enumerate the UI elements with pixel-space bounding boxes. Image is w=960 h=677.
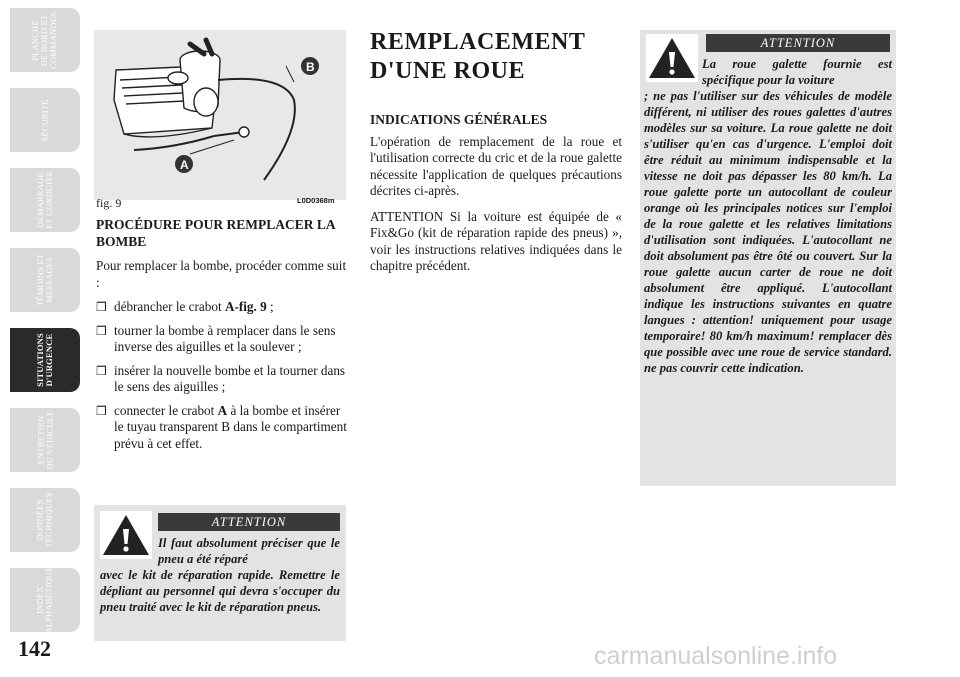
paragraph-fixgo: ATTENTION Si la voiture est équipée de « Fix&Go (kit de réparation rapide des pneus) », voir les instructions relatives indiquées dans le chapitre précédent.	[370, 209, 622, 274]
figure-compressor	[94, 30, 346, 200]
list-item: ❒ connecter le crabot A à la bombe et insérer le tuyau transparent B dans le compartiment prévu à cet effet.	[96, 402, 347, 451]
tab-temoins[interactable]: TÉMOINS ET MESSAGES	[10, 248, 80, 312]
checkbox-bullet-icon: ❒	[96, 403, 107, 418]
checkbox-bullet-icon: ❒	[96, 300, 107, 314]
procedure-intro: Pour remplacer la bombe, procéder comme suit :	[96, 258, 347, 290]
tab-situations-urgence[interactable]: SITUATIONS D'URGENCE	[10, 328, 80, 392]
tab-donnees[interactable]: DONNÉES TECHNIQUES	[10, 488, 80, 552]
list-item: ❒ tourner la bombe à remplacer dans le sens inverse des aiguilles et la soulever ;	[96, 322, 336, 354]
warning-header: ATTENTION	[706, 34, 890, 52]
section-subtitle: INDICATIONS GÉNÉRALES	[370, 112, 548, 127]
tab-index[interactable]: INDEX ALPHABÉTIQUE	[10, 568, 80, 632]
checkbox-bullet-icon: ❒	[96, 323, 107, 338]
procedure-heading: PROCÉDURE POUR REMPLACER LA BOMBE	[96, 217, 335, 249]
page-number: 142	[18, 636, 51, 661]
main-column	[370, 28, 622, 284]
figure-label-a: A	[180, 158, 189, 172]
warning-text: Il faut absolument préciser que le pneu a été réparé avec le kit de réparation rapide. Remettre le dépliant au personnel qui devra s'occuper du pneu traité avec le kit de réparation pneus.	[100, 536, 340, 614]
chapter-tabs	[0, 0, 82, 640]
paragraph-general: L'opération de remplacement de la roue et l'utilisation correcte du cric et de la roue galette nécessite l'application de quelques précautions décrites ci-après.	[370, 134, 622, 198]
warning-text: La roue galette fournie est spécifique pour la voiture ; ne pas l'utiliser sur des véhicules de modèle différent, ni utiliser des roues galettes d'autres modèles sur sa voiture. La roue galette ne doit s'utiliser qu'en cas d'urgence. L'emploi doit être réduit au minimum indispensable et la vitesse ne doit pas dépasser les 80 km/h. La roue galette porte un autocollant de couleur orange où les principales notices sur l'emploi de la roue galette et les relatives limitations d'utilisation sont indiquées. L'autocollant ne doit absolument pas être ôté ou couvert. Sur la roue galette aucun carter de roue ne doit absolument être appliqué. L'autocollant indique les instructions suivantes en quatre langues : attention! uniquement pour usage temporaire! 80 km/h maximum! remplacer dès que possible avec une roue de service standard. ne pas couvrir cette indication.	[644, 57, 892, 375]
list-item: ❒ insérer la nouvelle bombe et la tourner dans le sens des aiguilles ;	[96, 362, 346, 394]
tab-securite[interactable]: SÉCURITÉ	[10, 88, 80, 152]
warning-box-spare-wheel	[640, 30, 896, 486]
figure-caption: fig. 9	[96, 196, 122, 210]
page-title: REMPLACEMENT D'UNE ROUE	[370, 29, 585, 84]
compressor-illustration	[94, 30, 346, 200]
watermark: carmanualsonline.info	[594, 642, 838, 670]
list-item: ❒ débrancher le crabot A-fig. 9 ;	[96, 299, 274, 314]
tab-demarrage[interactable]: DÉMARRAGE ET CONDUITE	[10, 168, 80, 232]
tab-entretien[interactable]: ENTRETIEN DU VÉHICULE	[10, 408, 80, 472]
warning-box-repair-kit	[94, 505, 346, 641]
procedure-section	[96, 216, 350, 459]
checkbox-bullet-icon: ❒	[96, 363, 107, 378]
figure-code: L0D0368m	[297, 196, 335, 205]
figure-label-b: B	[306, 60, 315, 74]
tab-planche-de-bord[interactable]: PLANCHE DE BORD ET COMMANDES	[10, 8, 80, 72]
warning-header: ATTENTION	[158, 513, 340, 531]
